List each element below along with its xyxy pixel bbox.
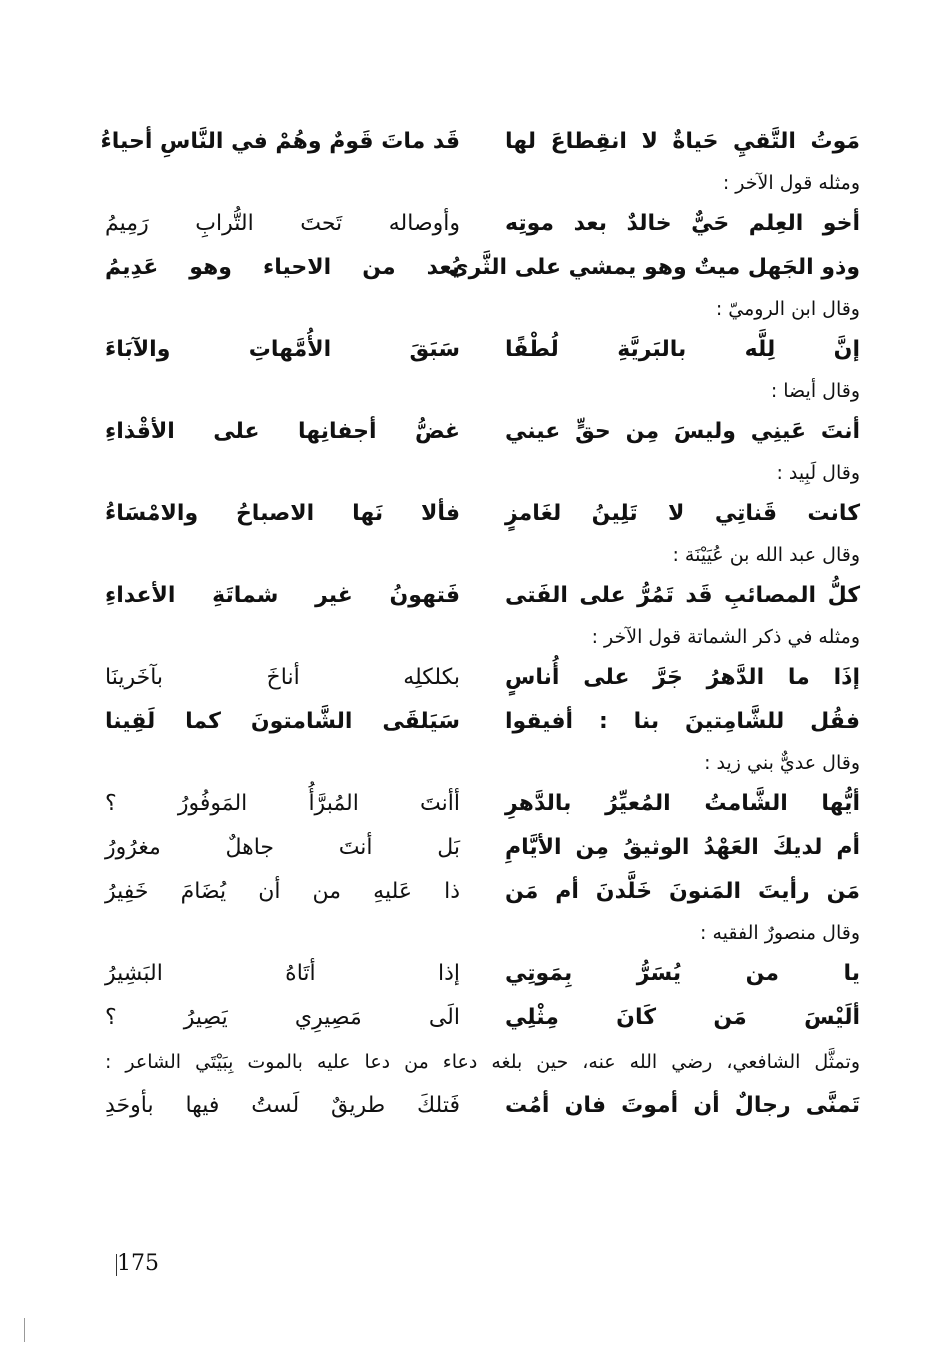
verse-first-hemistich: مَن رأيتَ المَنونَ خَلَّدنَ أم مَن — [505, 879, 860, 904]
verse-second-hemistich: فَتهونُ غير شماتَةِ الأعداءِ — [105, 583, 460, 608]
verse-second-hemistich: ذا عَليهِ من أن يُضَامَ خَفِيرُ — [105, 879, 460, 904]
verse-line — [105, 410, 860, 454]
attribution-line — [105, 290, 860, 328]
verse-first-hemistich: ألَيْسَ مَن كَانَ مِثْلِي — [505, 1005, 860, 1030]
verse-line — [105, 782, 860, 826]
attribution-text: وقال ابن الروميّ : — [715, 297, 860, 320]
verse-line — [105, 328, 860, 372]
verse-second-hemistich: الَى مَصِيرِي يَصِيرُ ؟ — [105, 1005, 460, 1030]
attribution-text: وقال لَبِيد : — [776, 461, 860, 484]
verse-second-hemistich: غضُّ أجفانِها على الأقْذاءِ — [105, 419, 460, 444]
verse-second-hemistich: إذا أتَاهُ البَشِيرُ — [105, 961, 460, 986]
verse-line — [100, 120, 860, 164]
verse-line — [105, 574, 860, 618]
verse-first-hemistich: أنتَ عَينِي وليسَ مِن حقٍّ عيني — [505, 419, 860, 444]
prose-text: وتمثَّل الشافعي، رضي الله عنه، حين بلغه دعاء من دعا عليه بالموت بِبَيْتَي الشاعر : — [105, 1051, 860, 1073]
verse-line — [105, 1084, 860, 1128]
attribution-line — [105, 372, 860, 410]
verse-line — [105, 492, 860, 536]
verse-line — [105, 826, 860, 870]
verse-first-hemistich: أيُّها الشَّامتُ المُعيِّرُ بالدَّهرِ — [505, 791, 860, 816]
attribution-line — [105, 164, 860, 202]
attribution-text: وقال عديٌّ بني زيد : — [704, 751, 860, 774]
attribution-text: ومثله قول الآخر : — [722, 171, 860, 194]
attribution-line — [105, 536, 860, 574]
verse-second-hemistich: أأنتَ المُبرَّأُ المَوفُورُ ؟ — [105, 791, 460, 816]
poem-body — [100, 120, 860, 1128]
verse-first-hemistich: وذو الجَهل ميتٌ وهو يمشي على الثَّرى — [448, 255, 860, 280]
verse-first-hemistich: إنَّ لِلَّه بالبَريَّةِ لُطْفًا — [505, 337, 860, 362]
scan-edge-mark — [24, 1318, 25, 1342]
verse-second-hemistich: بَل أنتَ جاهلٌ مغرُورُ — [105, 835, 460, 860]
verse-first-hemistich: يا من يُسَرُّ بِمَوتِي — [505, 961, 860, 986]
attribution-line — [105, 618, 860, 656]
verse-second-hemistich: سَيَلقَى الشَّامتونَ كما لَقِينا — [105, 709, 460, 734]
verse-first-hemistich: أم لديكَ العَهْدُ الوثيقُ مِن الأيَّامِ — [505, 835, 860, 860]
verse-first-hemistich: فقُل للشَّامِتينَ بنا : أفيقوا — [505, 709, 860, 734]
prose-line — [105, 1040, 860, 1084]
attribution-text: ومثله في ذكر الشماتة قول الآخر : — [591, 625, 860, 648]
attribution-text: وقال منصورٌ الفقيه : — [700, 921, 860, 944]
verse-second-hemistich: بكلكلِه أناخَ بآخَرينَا — [105, 665, 460, 690]
verse-first-hemistich: مَوتُ التَّقيِ حَياةٌ لا انقِطاعَ لها — [505, 129, 860, 154]
verse-first-hemistich: تَمنَّى رجالٌ أن أموتَ فان أمُت — [505, 1093, 860, 1118]
attribution-line — [105, 744, 860, 782]
verse-line — [105, 656, 860, 700]
attribution-text: وقال عبد الله بن عُيَيْنَة : — [672, 543, 860, 566]
verse-first-hemistich: كانت قَناتِي لا تَلِينُ لغَامزٍ — [505, 501, 860, 526]
attribution-line — [105, 914, 860, 952]
page-number: 175 — [117, 1251, 159, 1276]
verse-second-hemistich: فَتلكَ طريقٌ لَستُ فيها بأوحَدِ — [105, 1093, 460, 1118]
attribution-text: وقال أيضا : — [770, 379, 860, 402]
verse-line — [105, 700, 860, 744]
verse-second-hemistich: سَبَقَ الأُمَّهاتِ والآبَاءَ — [105, 337, 460, 362]
attribution-line — [105, 454, 860, 492]
verse-line — [105, 246, 860, 290]
verse-line — [105, 996, 860, 1040]
verse-second-hemistich: وأوصاله تَحتَ التُّرابِ رَمِيمُ — [105, 211, 460, 236]
verse-second-hemistich: فألا نَها الاصباحُ والامْسَاءُ — [105, 501, 460, 526]
verse-first-hemistich: كلُّ المصائبِ قَد تَمُرُّ على الفَتى — [505, 583, 860, 608]
verse-line — [105, 952, 860, 996]
verse-first-hemistich: إذَا ما الدَّهرُ جَرَّ على أُناسٍ — [505, 665, 860, 690]
verse-line — [105, 870, 860, 914]
verse-second-hemistich: يُعد من الاحياء وهو عَدِيمُ — [105, 255, 460, 280]
verse-line — [105, 202, 860, 246]
verse-second-hemistich: قَد ماتَ قَومٌ وهُمْ في النَّاسِ أحياءُ — [100, 129, 460, 154]
verse-first-hemistich: أخو العِلم حَيٌّ خالدٌ بعد موتِه — [505, 211, 860, 236]
